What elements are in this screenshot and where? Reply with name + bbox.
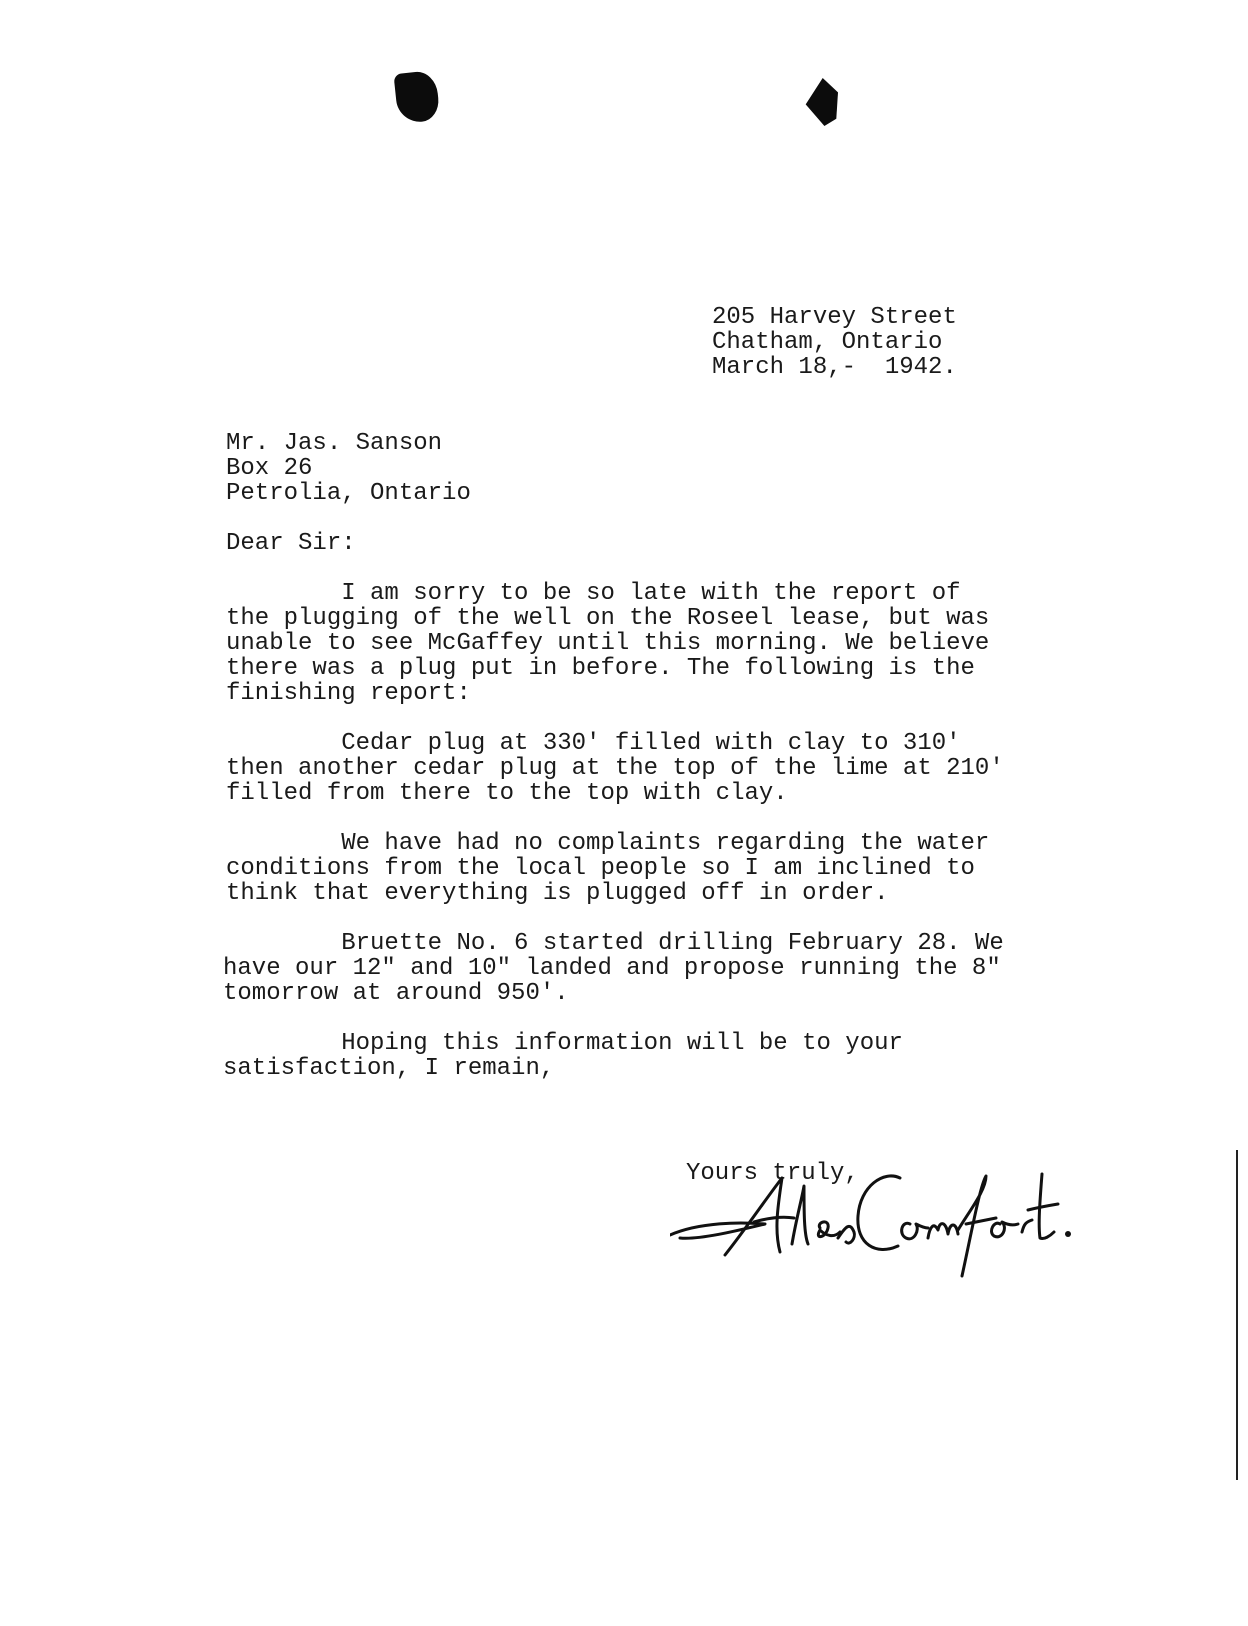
body-line: filled from there to the top with clay. [226,780,788,807]
body-line: then another cedar plug at the top of the lime at 210' [226,755,1004,782]
recipient-line: Petrolia, Ontario [226,480,471,507]
body-line: We have had no complaints regarding the water [226,830,990,857]
punch-hole-right [804,78,838,126]
body-line: have our 12" and 10" landed and propose running the 8" [223,955,1001,982]
handwritten-signature [670,1160,1090,1290]
body-line: unable to see McGaffey until this morning. We believe [226,630,990,657]
scan-edge-line [1236,1150,1238,1480]
body-line: Hoping this information will be to your [226,1030,903,1057]
return-address-line: 205 Harvey Street [712,304,957,331]
body-line: think that everything is plugged off in order. [226,880,889,907]
body-line: satisfaction, I remain, [223,1055,555,1082]
body-line: finishing report: [226,680,471,707]
recipient-line: Mr. Jas. Sanson [226,430,443,457]
punch-hole-left [394,70,441,124]
return-address-line: March 18,- 1942. [712,354,957,381]
recipient-line: Box 26 [226,455,313,482]
closing: Yours truly, [686,1160,859,1187]
body-line: there was a plug put in before. The following is the [226,655,975,682]
body-line: conditions from the local people so I am inclined to [226,855,975,882]
body-line: Cedar plug at 330' filled with clay to 310' [226,730,961,757]
salutation: Dear Sir: [226,530,356,557]
body-line: Bruette No. 6 started drilling February 28. We [226,930,1004,957]
body-line: I am sorry to be so late with the report of [226,580,961,607]
body-line: tomorrow at around 950'. [223,980,569,1007]
body-line: the plugging of the well on the Roseel lease, but was [226,605,990,632]
return-address-line: Chatham, Ontario [712,329,943,356]
